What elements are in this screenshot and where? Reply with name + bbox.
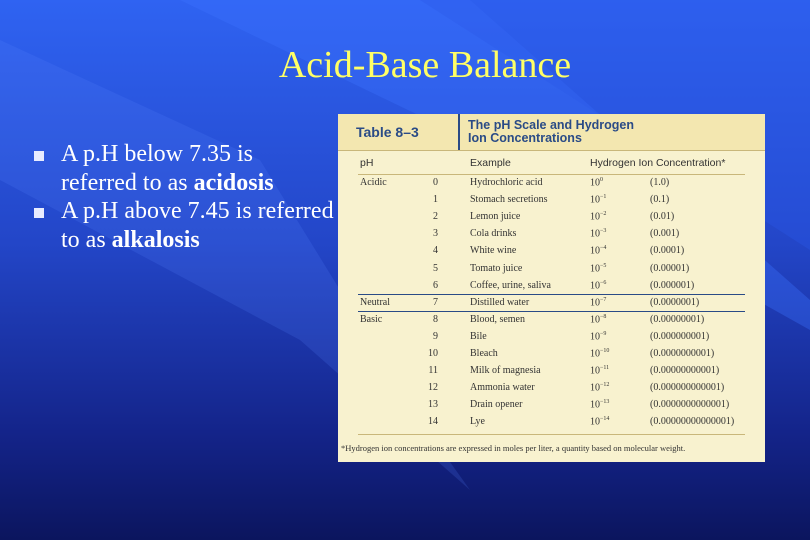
table-title	[468, 119, 758, 145]
row-example: Bile	[470, 330, 487, 342]
row-ph: 6	[433, 279, 438, 291]
row-decimal: (0.0001)	[650, 245, 685, 257]
exponent-power: −12	[600, 382, 610, 389]
exponent-base: 10	[590, 416, 600, 428]
row-decimal: (0.000000000001)	[650, 382, 725, 394]
row-decimal: (0.0000000000001)	[650, 399, 730, 411]
exponent-power: −5	[600, 262, 607, 269]
exponent-power: −9	[600, 330, 607, 337]
table-row	[338, 346, 765, 363]
exponent-base: 10	[590, 314, 600, 326]
table-rule	[358, 174, 745, 175]
exponent-base: 10	[590, 279, 600, 291]
row-decimal: (0.0000001)	[650, 296, 700, 308]
table-footnote: *Hydrogen ion concentrations are expressed in moles per liter, a quantity based on molecular weight.	[341, 443, 686, 453]
exponent-base: 10	[590, 382, 600, 394]
table-row	[338, 261, 765, 278]
bullet-bold-term: acidosis	[193, 169, 274, 196]
table-row	[338, 363, 765, 380]
row-ph: 2	[433, 211, 438, 223]
row-example: Lemon juice	[470, 211, 521, 223]
row-ph: 11	[428, 365, 438, 377]
table-rule	[358, 311, 745, 312]
row-exponent	[590, 177, 603, 188]
row-decimal: (0.1)	[650, 194, 670, 206]
square-bullet-icon	[34, 208, 44, 218]
table-row	[338, 243, 765, 260]
table-row	[338, 278, 765, 295]
exponent-base: 10	[590, 399, 600, 411]
row-decimal: (0.000000001)	[650, 330, 710, 342]
table-number: Table 8–3	[356, 124, 419, 140]
slide-title: Acid-Base Balance	[278, 44, 572, 86]
row-example: Bleach	[470, 348, 498, 359]
exponent-power: −2	[600, 211, 607, 218]
row-exponent	[590, 245, 606, 256]
exponent-power: −10	[600, 348, 610, 354]
bullet-text: A p.H above 7.45 is referred to as	[61, 198, 334, 253]
bullet-text: A p.H below 7.35 is referred to as	[61, 141, 253, 196]
row-ph: 8	[433, 313, 438, 325]
table-rule	[358, 434, 745, 435]
row-decimal: (0.000001)	[650, 279, 695, 291]
bullet-bold-term: alkalosis	[111, 226, 200, 253]
row-exponent	[590, 297, 606, 308]
row-exponent	[590, 314, 606, 325]
header-divider	[458, 114, 460, 150]
row-decimal: (0.001)	[650, 228, 680, 240]
exponent-base: 10	[590, 365, 600, 377]
row-exponent	[590, 280, 606, 291]
table-row	[338, 226, 765, 243]
row-example: Milk of magnesia	[470, 365, 541, 377]
exponent-base: 10	[590, 262, 600, 274]
row-exponent	[590, 365, 609, 376]
bullet-list	[34, 140, 334, 254]
row-ph: 0	[433, 177, 438, 188]
exponent-power: −7	[600, 296, 607, 303]
row-label: Neutral	[360, 296, 390, 308]
row-decimal: (1.0)	[650, 177, 670, 188]
row-ph: 10	[428, 348, 438, 359]
exponent-base: 10	[590, 297, 600, 309]
exponent-base: 10	[590, 211, 600, 223]
row-ph: 7	[433, 296, 438, 308]
row-decimal: (0.00000001)	[650, 313, 705, 325]
column-header-example: Example	[470, 157, 511, 169]
exponent-power: 0	[600, 177, 603, 183]
row-example: Stomach secretions	[470, 194, 548, 206]
row-exponent	[590, 399, 609, 410]
row-decimal: (0.0000000001)	[650, 348, 715, 359]
row-example: Coffee, urine, saliva	[470, 279, 551, 291]
row-example: Blood, semen	[470, 313, 525, 325]
table-title-line-2: Ion Concentrations	[468, 131, 582, 145]
table-row	[338, 192, 765, 209]
column-header-concentration: Hydrogen Ion Concentration*	[590, 157, 726, 169]
exponent-power: −4	[600, 245, 607, 252]
row-exponent	[590, 331, 606, 342]
exponent-power: −11	[600, 365, 610, 372]
row-ph: 13	[428, 399, 438, 411]
table-title-line-1: The pH Scale and Hydrogen	[468, 118, 635, 132]
exponent-power: −14	[600, 416, 610, 423]
row-ph: 14	[428, 416, 438, 428]
bullet-item-alkalosis	[34, 197, 334, 254]
table-row	[338, 175, 765, 192]
row-decimal: (0.00000000001)	[650, 365, 720, 377]
row-example: Ammonia water	[470, 382, 535, 394]
row-exponent	[590, 263, 606, 274]
row-example: Drain opener	[470, 399, 523, 411]
row-ph: 12	[428, 382, 438, 394]
ph-table	[338, 114, 765, 462]
row-label: Basic	[360, 313, 383, 325]
exponent-base: 10	[590, 331, 600, 343]
row-exponent	[590, 194, 606, 205]
table-row	[338, 329, 765, 346]
exponent-power: −3	[600, 228, 607, 235]
table-header	[338, 114, 765, 151]
row-ph: 9	[433, 330, 438, 342]
row-example: Cola drinks	[470, 228, 517, 240]
exponent-base: 10	[590, 348, 600, 360]
row-example: Distilled water	[470, 296, 530, 308]
row-exponent	[590, 416, 609, 427]
exponent-base: 10	[590, 194, 600, 206]
table-rule	[358, 294, 745, 295]
table-row	[338, 414, 765, 431]
row-decimal: (0.00001)	[650, 262, 690, 274]
row-ph: 3	[433, 228, 438, 240]
table-row	[338, 295, 765, 312]
row-exponent	[590, 228, 606, 239]
exponent-base: 10	[590, 228, 600, 240]
row-ph: 4	[433, 245, 438, 257]
exponent-power: −8	[600, 313, 607, 320]
column-header-ph: pH	[360, 157, 374, 169]
bullet-item-acidosis	[34, 140, 334, 197]
row-ph: 1	[433, 194, 438, 206]
table-row	[338, 209, 765, 226]
exponent-power: −13	[600, 399, 610, 406]
exponent-power: −6	[600, 279, 607, 286]
row-example: Hydrochloric acid	[470, 177, 543, 188]
row-example: Tomato juice	[470, 262, 523, 274]
row-exponent	[590, 348, 609, 359]
table-row	[338, 380, 765, 397]
exponent-base: 10	[590, 245, 600, 257]
row-decimal: (0.00000000000001)	[650, 416, 735, 428]
table-row	[338, 312, 765, 329]
row-ph: 5	[433, 262, 438, 274]
row-example: White wine	[470, 245, 517, 257]
square-bullet-icon	[34, 151, 44, 161]
row-exponent	[590, 382, 609, 393]
row-example: Lye	[470, 416, 485, 428]
exponent-power: −1	[600, 194, 607, 201]
row-exponent	[590, 211, 606, 222]
table-row	[338, 397, 765, 414]
row-label: Acidic	[360, 177, 387, 188]
row-decimal: (0.01)	[650, 211, 675, 223]
exponent-base: 10	[590, 177, 600, 189]
